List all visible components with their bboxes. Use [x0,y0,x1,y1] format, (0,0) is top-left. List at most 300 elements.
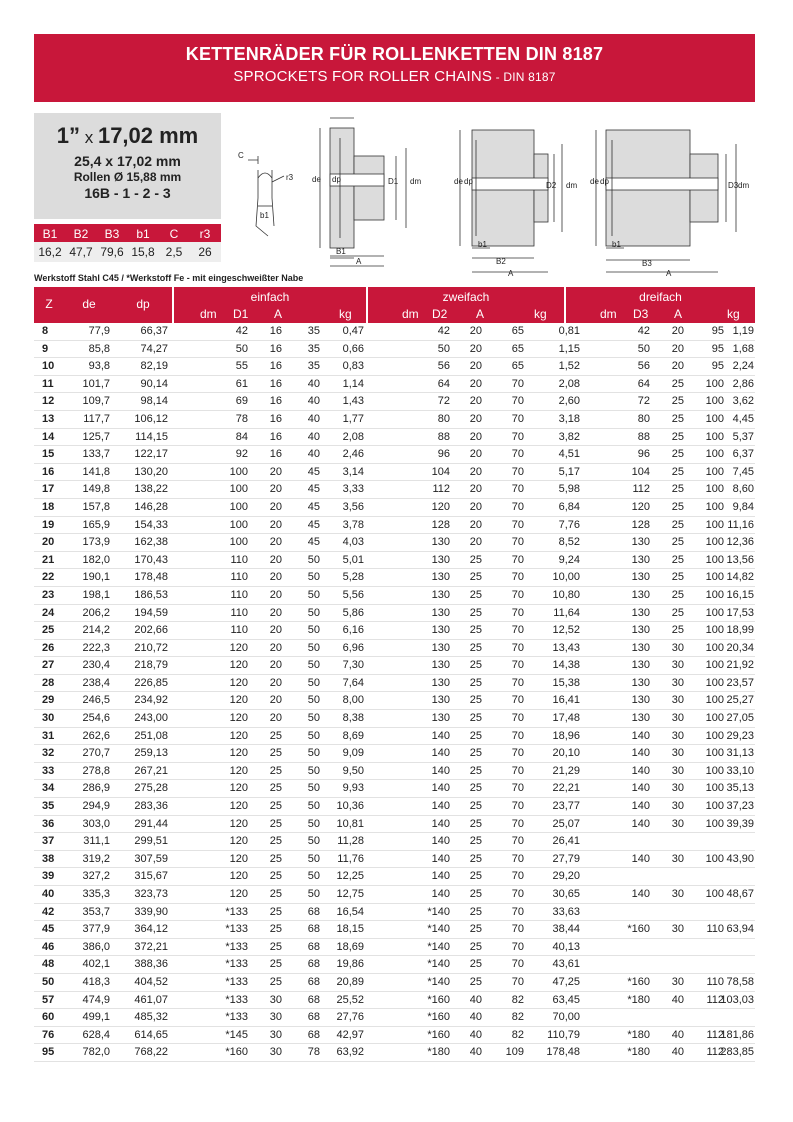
cell-einfach-a: 50 [307,852,320,865]
cell-einfach-d1: 20 [269,500,282,513]
cell-zweifach-kg: 14,38 [552,659,580,672]
cell-zweifach-d2: 25 [469,817,482,830]
cell-zweifach-dm: 140 [431,782,450,795]
cell-zweifach-kg: 4,51 [558,448,580,461]
cell-dreifach-a: 100 [705,712,724,725]
cell-einfach-kg: 10,36 [336,800,364,813]
cell-dp: 614,65 [134,1028,168,1041]
single-b1: B1 [336,247,346,256]
cell-zweifach-kg: 5,17 [558,465,580,478]
cell-einfach-a: 35 [307,325,320,337]
cell-zweifach-a: 70 [511,606,524,619]
cell-zweifach-d2: 25 [469,975,482,988]
cell-dreifach-a: 100 [705,852,724,865]
header-zweifach: zweifach [442,290,490,304]
cell-de: 77,9 [88,325,110,337]
cell-dreifach-a: 100 [705,483,724,496]
cell-einfach-dm: 120 [229,659,248,672]
cell-einfach-d1: 20 [269,536,282,549]
header-sub-d1: D1 [233,307,249,321]
cell-de: 327,2 [82,870,110,883]
cell-zweifach-a: 70 [511,694,524,707]
cell-dreifach-dm: 130 [631,571,650,584]
cell-zweifach-kg: 18,96 [552,729,580,742]
cell-zweifach-kg: 21,29 [552,764,580,777]
cell-einfach-d1: 20 [269,694,282,707]
cell-dreifach-dm: 120 [631,500,650,513]
cell-einfach-kg: 8,38 [342,712,364,725]
cell-dp: 323,73 [134,888,168,900]
cell-z: 25 [42,624,55,637]
cell-einfach-dm: 120 [229,782,248,795]
cell-einfach-a: 68 [307,975,320,988]
cell-z: 48 [42,958,55,971]
dim-value: 47,7 [69,245,93,259]
cell-z: 30 [42,712,55,725]
cell-einfach-d1: 25 [269,940,282,953]
cell-dreifach-dm: 140 [631,817,650,830]
cell-dreifach-a: 112 [706,1046,724,1059]
cell-einfach-d1: 25 [269,764,282,777]
header-sub-dm: dm [600,307,617,321]
cell-zweifach-a: 82 [511,993,524,1006]
cell-dreifach-a: 100 [705,676,724,689]
cell-zweifach-dm: 130 [431,659,450,672]
cell-z: 60 [42,1011,55,1024]
cell-zweifach-kg: 43,61 [552,958,580,971]
cell-z: 23 [42,588,55,601]
cell-zweifach-kg: 13,43 [552,641,580,654]
dim-label: B1 [42,227,58,241]
cell-einfach-dm: 42 [235,325,248,337]
cell-zweifach-d2: 25 [469,729,482,742]
cell-zweifach-dm: *180 [427,1046,450,1059]
cell-zweifach-dm: 88 [437,430,450,443]
cell-dreifach-kg: 23,57 [726,676,754,689]
cell-einfach-a: 50 [307,553,320,566]
cell-einfach-dm: 110 [230,553,248,566]
cell-z: 9 [42,342,49,355]
cell-z: 14 [42,430,55,443]
dim-label: B2 [73,227,89,241]
cell-de: 474,9 [82,993,110,1006]
cell-dreifach-d3: 25 [671,377,684,390]
cell-zweifach-dm: *160 [427,1028,450,1041]
cell-z: 76 [42,1028,55,1041]
cell-einfach-d1: 20 [269,659,282,672]
cell-einfach-kg: 6,96 [342,641,364,654]
cell-dp: 388,36 [134,958,168,971]
cell-dreifach-d3: 25 [671,553,684,566]
cell-einfach-dm: 120 [229,764,248,777]
cell-dreifach-a: 100 [705,412,724,425]
cell-einfach-a: 68 [307,923,320,936]
cell-dreifach-a: 100 [705,747,724,760]
cell-dreifach-kg: 27,05 [726,712,754,725]
cell-zweifach-dm: 130 [431,694,450,707]
cell-zweifach-kg: 16,41 [552,694,580,707]
cell-dreifach-dm: 112 [632,483,650,496]
cell-dreifach-dm: 130 [631,641,650,654]
cell-z: 24 [42,606,55,619]
header-sub-d3: D3 [633,307,649,321]
cell-zweifach-kg: 12,52 [552,624,580,637]
cell-zweifach-d2: 20 [469,483,482,496]
cell-einfach-d1: 16 [269,342,282,355]
label-b1-profile: b1 [260,211,269,220]
cell-einfach-d1: 16 [269,412,282,425]
cell-z: 37 [42,835,55,848]
cell-z: 36 [42,817,55,830]
cell-zweifach-dm: 64 [437,377,450,390]
cell-dreifach-a: 100 [705,817,724,830]
cell-dreifach-dm: 96 [637,448,650,461]
cell-z: 17 [42,483,55,496]
header-z: Z [45,297,53,311]
cell-zweifach-kg: 1,15 [558,342,580,355]
cell-zweifach-kg: 7,76 [558,518,580,531]
cell-dreifach-kg: 39,39 [726,817,754,830]
cell-einfach-a: 45 [307,500,320,513]
cell-dreifach-dm: 130 [631,606,650,619]
cell-dreifach-d3: 25 [671,448,684,461]
cell-dreifach-kg: 14,82 [726,571,754,584]
cell-dreifach-a: 100 [705,641,724,654]
cell-zweifach-a: 65 [511,342,524,355]
cell-einfach-d1: 25 [269,905,282,918]
table-row [34,1027,755,1045]
cell-dreifach-kg: 16,15 [726,588,754,601]
cell-zweifach-kg: 26,41 [552,835,580,848]
cell-einfach-dm: 50 [235,342,248,355]
cell-de: 190,1 [82,571,110,584]
cell-z: 42 [42,905,55,918]
cell-zweifach-kg: 23,77 [552,800,580,813]
cell-zweifach-a: 70 [511,412,524,425]
cell-dreifach-dm: 130 [631,659,650,672]
cell-dreifach-kg: 31,13 [726,747,754,760]
cell-einfach-a: 50 [307,835,320,848]
cell-einfach-kg: 18,69 [336,940,364,953]
sprocket-table [34,287,755,1062]
cell-dp: 66,37 [140,325,168,337]
cell-z: 13 [42,412,55,425]
cell-dreifach-kg: 35,13 [726,782,754,795]
cell-einfach-d1: 16 [269,395,282,408]
cell-dreifach-kg: 78,58 [726,975,754,988]
cell-dreifach-a: 100 [705,782,724,795]
cell-zweifach-dm: 140 [431,764,450,777]
cell-zweifach-dm: 42 [437,325,450,337]
cell-zweifach-d2: 25 [469,800,482,813]
cell-zweifach-dm: 112 [432,483,450,496]
table-row [34,393,755,411]
cell-dp: 315,67 [134,870,168,883]
cell-dp: 178,48 [134,571,168,584]
cell-dreifach-kg: 17,53 [726,606,754,619]
cell-de: 117,7 [83,412,110,425]
table-row [34,728,755,746]
cell-einfach-kg: 0,83 [342,360,364,373]
cell-einfach-dm: 120 [229,641,248,654]
cell-einfach-kg: 1,77 [342,412,364,425]
cell-z: 32 [42,747,55,760]
table-row [34,358,755,376]
cell-zweifach-d2: 25 [469,958,482,971]
cell-zweifach-a: 70 [511,835,524,848]
cell-zweifach-dm: *160 [427,1011,450,1024]
cell-dreifach-a: 112 [706,1028,724,1041]
cell-de: 182,0 [82,553,110,566]
double-b2: B2 [496,257,506,266]
cell-zweifach-dm: *140 [427,923,450,936]
cell-einfach-dm: 110 [230,588,248,601]
cell-zweifach-dm: 130 [431,606,450,619]
cell-zweifach-kg: 63,45 [552,993,580,1006]
cell-zweifach-dm: 140 [431,835,450,848]
cell-dreifach-kg: 103,03 [720,993,754,1006]
cell-zweifach-d2: 40 [469,1046,482,1059]
cell-einfach-a: 50 [307,870,320,883]
cell-de: 386,0 [82,940,110,953]
cell-einfach-a: 35 [307,342,320,355]
cell-dp: 114,15 [135,430,168,443]
cell-dreifach-d3: 25 [671,518,684,531]
single-dm: dm [410,177,422,186]
table-row [34,411,755,429]
cell-dreifach-kg: 13,56 [726,553,754,566]
cell-dreifach-d3: 30 [671,729,684,742]
cell-einfach-kg: 16,54 [336,905,364,918]
dim-label: B3 [104,227,120,241]
table-row [34,552,755,570]
table-row [34,921,755,939]
cell-dreifach-kg: 43,90 [726,852,754,865]
cell-dreifach-kg: 63,94 [726,923,754,936]
cell-dreifach-dm: 104 [631,465,650,478]
chain-size-inch: 1” [56,123,80,148]
table-row [34,429,755,447]
cell-zweifach-d2: 25 [469,888,482,900]
cell-dreifach-dm: 140 [631,764,650,777]
cell-einfach-dm: *145 [225,1028,248,1041]
cell-dp: 74,27 [140,342,168,355]
cell-z: 12 [42,395,55,408]
cell-einfach-a: 50 [307,764,320,777]
header-sub-a: A [674,307,683,321]
cell-dreifach-d3: 30 [671,764,684,777]
dim-value: 26 [198,245,212,259]
triple-d3: D3 [728,181,739,190]
cell-einfach-d1: 16 [269,430,282,443]
chain-size-x: x [80,128,98,147]
table-row [34,939,755,957]
cell-einfach-kg: 19,86 [336,958,364,971]
cell-de: 377,9 [82,923,110,936]
cell-dreifach-kg: 33,10 [726,764,754,777]
cell-zweifach-d2: 20 [469,518,482,531]
cell-dreifach-kg: 29,23 [726,729,754,742]
cell-einfach-d1: 20 [269,571,282,584]
cell-dreifach-d3: 30 [671,817,684,830]
cell-zweifach-dm: 56 [437,360,450,373]
cell-de: 499,1 [82,1011,110,1024]
cell-zweifach-kg: 29,20 [552,870,580,883]
cell-zweifach-dm: *160 [427,993,450,1006]
cell-dreifach-dm: 130 [631,553,650,566]
double-b1: b1 [478,240,487,249]
cell-einfach-a: 68 [307,958,320,971]
cell-zweifach-d2: 20 [469,430,482,443]
cell-einfach-a: 50 [307,800,320,813]
cell-zweifach-a: 70 [511,624,524,637]
cell-dreifach-dm: 80 [637,412,650,425]
cell-z: 10 [42,360,55,373]
dim-value: 16,2 [38,245,62,259]
cell-einfach-dm: 120 [229,870,248,883]
cell-einfach-a: 45 [307,518,320,531]
cell-z: 50 [42,975,55,988]
cell-zweifach-dm: 130 [431,588,450,601]
table-row [34,323,755,341]
tooth-profile-drawing [238,151,294,236]
cell-zweifach-d2: 25 [469,782,482,795]
header-de: de [82,297,96,311]
cell-zweifach-a: 70 [511,764,524,777]
cell-zweifach-a: 65 [511,360,524,373]
cell-dreifach-a: 100 [705,571,724,584]
cell-z: 26 [42,641,55,654]
cell-dreifach-a: 100 [705,588,724,601]
table-row [34,675,755,693]
cell-dreifach-kg: 12,36 [726,536,754,549]
cell-einfach-d1: 30 [269,1028,282,1041]
cell-zweifach-d2: 25 [469,553,482,566]
cell-dreifach-dm: 64 [637,377,650,390]
cell-einfach-a: 50 [307,588,320,601]
cell-dreifach-dm: 130 [631,588,650,601]
cell-dreifach-a: 110 [706,923,724,936]
table-row [34,904,755,922]
cell-einfach-dm: *133 [225,958,248,971]
table-row [34,763,755,781]
label-c: C [238,151,244,160]
cell-z: 22 [42,571,55,584]
cell-z: 57 [42,993,55,1006]
cell-einfach-d1: 20 [269,676,282,689]
cell-zweifach-kg: 33,63 [552,905,580,918]
cell-dreifach-dm: 56 [637,360,650,373]
cell-einfach-d1: 20 [269,712,282,725]
cell-zweifach-a: 70 [511,888,524,900]
cell-einfach-dm: 100 [229,483,248,496]
cell-dreifach-dm: 42 [637,325,650,337]
header-sub-kg: kg [534,307,547,321]
cell-zweifach-kg: 27,79 [552,852,580,865]
cell-einfach-a: 45 [307,536,320,549]
cell-dreifach-dm: 140 [631,800,650,813]
cell-einfach-d1: 20 [269,624,282,637]
cell-einfach-dm: 120 [229,729,248,742]
cell-z: 39 [42,870,55,883]
cell-zweifach-kg: 70,00 [552,1011,580,1024]
cell-zweifach-dm: 104 [431,465,450,478]
cell-einfach-d1: 25 [269,975,282,988]
cell-einfach-kg: 10,81 [336,817,364,830]
cell-de: 133,7 [82,448,110,461]
cell-zweifach-a: 82 [511,1028,524,1041]
cell-einfach-kg: 3,56 [342,500,364,513]
cell-zweifach-dm: 130 [431,536,450,549]
cell-dreifach-kg: 18,99 [726,624,754,637]
cell-zweifach-dm: 50 [437,342,450,355]
cell-dp: 372,21 [134,940,168,953]
cell-dp: 194,59 [134,606,168,619]
table-row [34,640,755,658]
cell-dreifach-d3: 25 [671,465,684,478]
cell-einfach-a: 50 [307,676,320,689]
cell-z: 11 [42,377,54,390]
cell-zweifach-a: 70 [511,940,524,953]
cell-dreifach-d3: 40 [671,1028,684,1041]
cell-de: 101,7 [82,377,110,390]
cell-einfach-a: 40 [307,430,320,443]
cell-zweifach-dm: 130 [431,571,450,584]
cell-zweifach-dm: *140 [427,958,450,971]
cell-dreifach-d3: 25 [671,430,684,443]
cell-einfach-d1: 25 [269,729,282,742]
triple-de: de [590,177,599,186]
cell-einfach-kg: 5,86 [342,606,364,619]
table-row [34,974,755,992]
cell-dreifach-a: 100 [705,606,724,619]
cell-einfach-a: 50 [307,729,320,742]
cell-einfach-dm: 120 [229,694,248,707]
table-row [34,692,755,710]
cell-einfach-dm: *133 [225,993,248,1006]
triple-b1: b1 [612,240,621,249]
cell-einfach-dm: 120 [229,747,248,760]
cell-zweifach-kg: 9,24 [558,553,580,566]
cell-einfach-dm: 110 [230,571,248,584]
header-dreifach: dreifach [639,290,682,304]
cell-zweifach-dm: 130 [431,641,450,654]
cell-dreifach-dm: 140 [631,888,650,900]
cell-zweifach-d2: 25 [469,905,482,918]
cell-z: 45 [42,923,55,936]
cell-zweifach-d2: 25 [469,747,482,760]
cell-einfach-d1: 16 [269,377,282,390]
cell-dreifach-a: 100 [705,518,724,531]
cell-einfach-a: 35 [307,360,320,373]
cell-zweifach-a: 70 [511,747,524,760]
cell-zweifach-kg: 110,79 [547,1028,580,1041]
cell-zweifach-d2: 25 [469,923,482,936]
table-header [34,287,755,323]
cell-dp: 404,52 [134,975,168,988]
cell-einfach-d1: 25 [269,852,282,865]
cell-dreifach-d3: 30 [671,923,684,936]
cell-einfach-a: 40 [307,377,320,390]
table-row [34,992,755,1010]
cell-zweifach-kg: 5,98 [558,483,580,496]
cell-einfach-a: 68 [307,940,320,953]
cell-dp: 154,33 [134,518,168,531]
cell-dreifach-d3: 30 [671,888,684,900]
cell-zweifach-kg: 20,10 [552,747,580,760]
cell-dreifach-d3: 30 [671,747,684,760]
cell-z: 40 [42,888,55,900]
